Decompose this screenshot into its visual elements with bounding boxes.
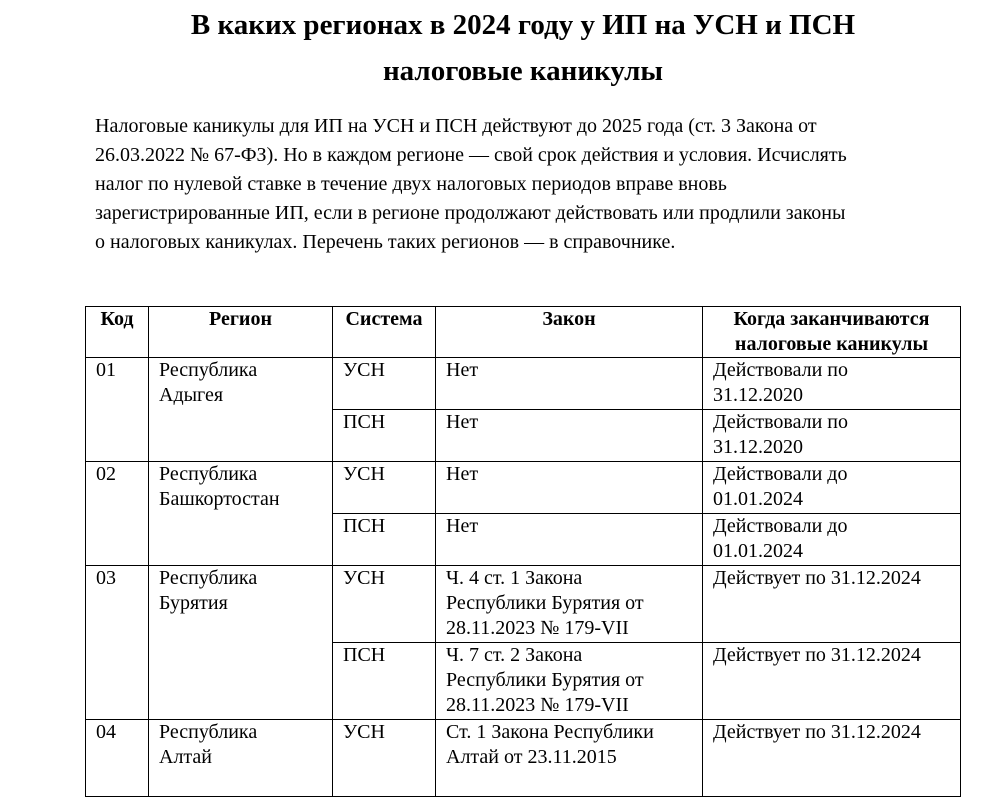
holiday-end (703, 410, 961, 462)
law-line: Нет (446, 515, 479, 537)
tax-system: УСН (333, 720, 436, 797)
end-line: Действует по 31.12.2024 (713, 721, 921, 743)
holiday-end (703, 720, 961, 797)
header-system: Система (333, 307, 436, 358)
table-header-row (86, 307, 961, 358)
law-line: Нет (446, 359, 479, 381)
table-row (86, 462, 961, 514)
tax-system: УСН (333, 462, 436, 514)
law-line: Республики Бурятия от (446, 592, 644, 614)
holiday-end (703, 514, 961, 566)
table-row (86, 566, 961, 643)
region-name-line: Адыгея (159, 384, 224, 406)
tax-system: ПСН (333, 410, 436, 462)
law-reference (436, 643, 703, 720)
region-name (149, 358, 333, 462)
table-row (86, 358, 961, 410)
intro-paragraph (95, 112, 955, 257)
header-end-date (703, 307, 961, 358)
end-line: Действовали до (713, 463, 848, 485)
intro-line-1: Налоговые каникулы для ИП на УСН и ПСН действуют до 2025 года (ст. 3 Закона от (95, 115, 817, 137)
tax-system: ПСН (333, 514, 436, 566)
region-code: 04 (86, 720, 149, 797)
end-line: Действует по 31.12.2024 (713, 567, 921, 589)
region-name-line: Бурятия (159, 592, 228, 614)
intro-line-5: о налоговых каникулах. Перечень таких регионов — в справочнике. (95, 231, 676, 253)
end-line: Действует по 31.12.2024 (713, 644, 921, 666)
law-line: Ч. 4 ст. 1 Закона (446, 567, 583, 589)
region-name-line: Республика (159, 463, 258, 485)
holiday-end (703, 462, 961, 514)
law-line: Ч. 7 ст. 2 Закона (446, 644, 583, 666)
region-name-line: Башкортостан (159, 488, 280, 510)
document-title (0, 2, 999, 94)
tax-system: УСН (333, 358, 436, 410)
region-code: 02 (86, 462, 149, 566)
header-end-line-1: Когда заканчиваются (733, 308, 930, 330)
region-name (149, 566, 333, 720)
tax-system: ПСН (333, 643, 436, 720)
law-line: Алтай от 23.11.2015 (446, 746, 617, 768)
region-name (149, 462, 333, 566)
end-line: 01.01.2024 (713, 488, 803, 510)
end-line: 01.01.2024 (713, 540, 803, 562)
region-name (149, 720, 333, 797)
region-name-line: Республика (159, 359, 258, 381)
law-reference (436, 410, 703, 462)
title-line-1: В каких регионах в 2024 году у ИП на УСН и ПСН (190, 9, 856, 41)
intro-line-3: налог по нулевой ставке в течение двух налоговых периодов вправе вновь (95, 173, 727, 195)
header-region: Регион (149, 307, 333, 358)
law-reference (436, 566, 703, 643)
header-end-line-2: налоговые каникулы (734, 333, 929, 355)
intro-line-2: 26.03.2022 № 67-ФЗ). Но в каждом регионе — свой срок действия и условия. Исчислять (95, 144, 847, 166)
law-reference (436, 358, 703, 410)
region-code: 03 (86, 566, 149, 720)
header-law: Закон (436, 307, 703, 358)
region-name-line: Республика (159, 567, 258, 589)
holiday-end (703, 358, 961, 410)
tax-system: УСН (333, 566, 436, 643)
law-line: 28.11.2023 № 179-VII (446, 617, 629, 639)
holiday-end (703, 643, 961, 720)
end-line: Действовали до (713, 515, 848, 537)
law-line: 28.11.2023 № 179-VII (446, 694, 629, 716)
law-line: Республики Бурятия от (446, 669, 644, 691)
law-line: Нет (446, 411, 479, 433)
law-reference (436, 514, 703, 566)
title-line-2: налоговые каникулы (382, 55, 664, 87)
region-name-line: Алтай (159, 746, 212, 768)
intro-line-4: зарегистрированные ИП, если в регионе продолжают действовать или продлили законы (95, 202, 846, 224)
law-reference (436, 720, 703, 797)
holiday-end (703, 566, 961, 643)
header-code: Код (86, 307, 149, 358)
region-code: 01 (86, 358, 149, 462)
region-name-line: Республика (159, 721, 258, 743)
law-line: Ст. 1 Закона Республики (446, 721, 654, 743)
end-line: 31.12.2020 (713, 436, 803, 458)
end-line: 31.12.2020 (713, 384, 803, 406)
end-line: Действовали по (713, 359, 849, 381)
regions-table (85, 306, 961, 797)
end-line: Действовали по (713, 411, 849, 433)
table-row (86, 720, 961, 797)
law-line: Нет (446, 463, 479, 485)
law-reference (436, 462, 703, 514)
